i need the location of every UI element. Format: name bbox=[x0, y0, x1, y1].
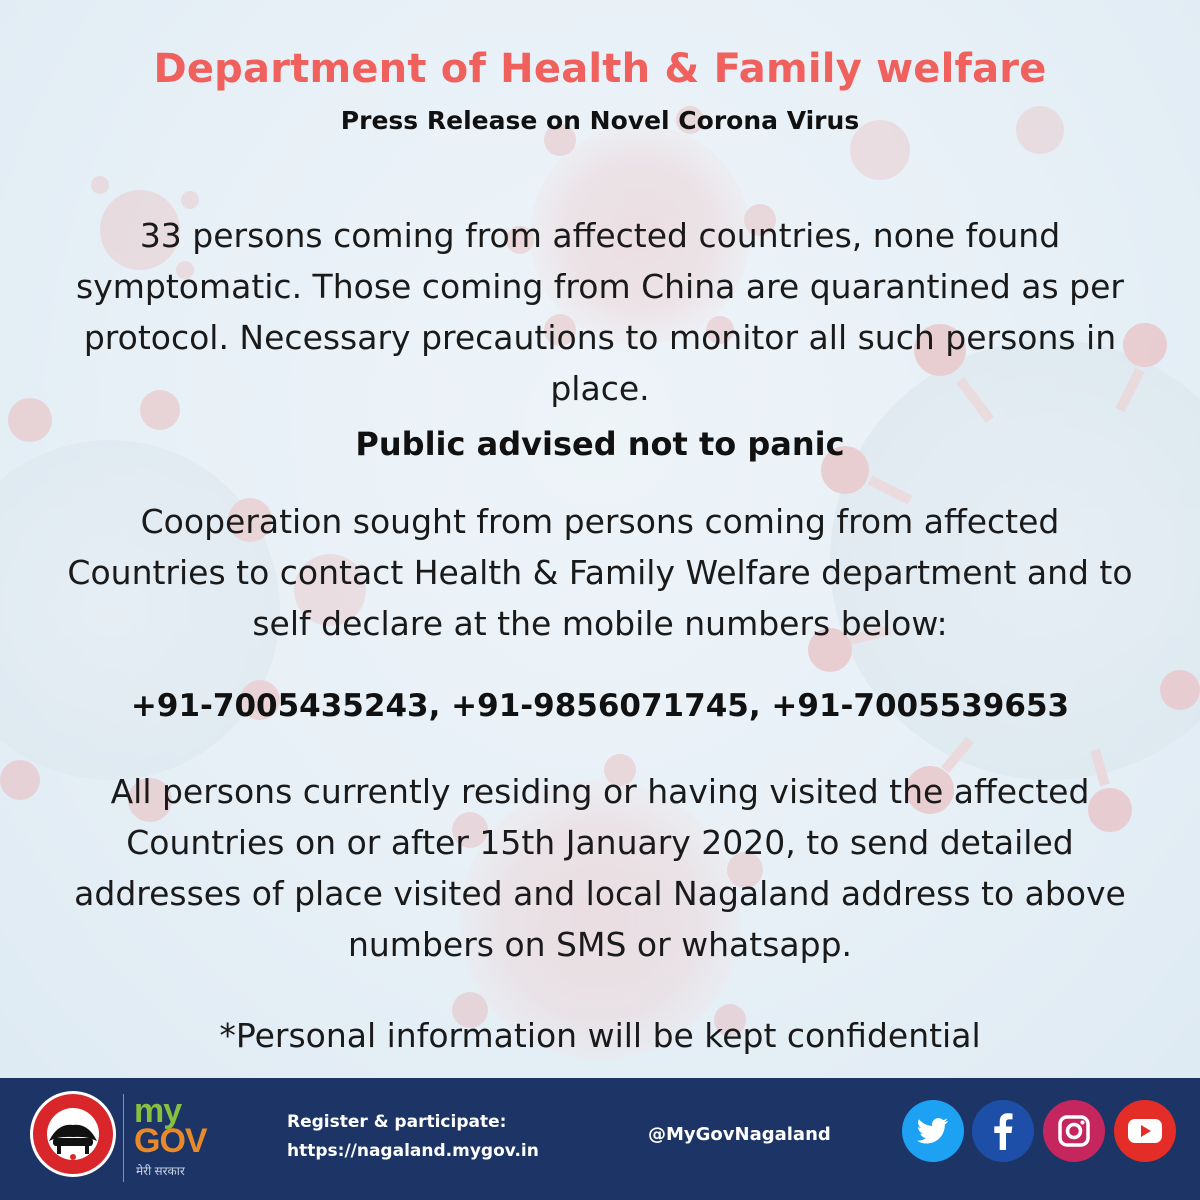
register-label: Register & participate: bbox=[287, 1112, 507, 1132]
phone-numbers: +91-7005435243, +91-9856071745, +91-7005539653 bbox=[130, 688, 1070, 724]
mygov-my-text: my bbox=[134, 1092, 182, 1130]
department-title: Department of Health & Family welfare bbox=[153, 46, 1047, 92]
paragraph-cooperation: Cooperation sought from persons coming from affected Countries to contact Health & Family Welfare department and to self declare at the mobile numbers below: bbox=[67, 502, 1133, 643]
mygov-hindi-tagline: मेरी सरकार bbox=[136, 1164, 185, 1178]
public-advisory-heading: Public advised not to panic bbox=[355, 425, 845, 463]
paragraph-affected-persons: 33 persons coming from affected countries, none found symptomatic. Those coming from China are quarantined as per protocol. Necessary precautions to monitor all such persons in place. bbox=[76, 216, 1124, 408]
confidentiality-note: *Personal information will be kept confidential bbox=[219, 1016, 981, 1055]
social-handle[interactable]: @MyGovNagaland bbox=[648, 1124, 831, 1145]
footer-divider bbox=[123, 1094, 124, 1182]
register-url-link[interactable]: https://nagaland.mygov.in bbox=[287, 1141, 539, 1161]
paragraph-instructions: All persons currently residing or having visited the affected Countries on or after 15th January 2020, to send detailed addresses of place visited and local Nagaland address to above numbers on SMS or whatsapp. bbox=[74, 772, 1126, 964]
instagram-icon[interactable] bbox=[1043, 1100, 1105, 1162]
nagaland-government-seal-icon bbox=[28, 1089, 118, 1179]
twitter-icon[interactable] bbox=[902, 1100, 964, 1162]
register-block bbox=[287, 1108, 539, 1166]
facebook-icon[interactable] bbox=[972, 1100, 1034, 1162]
mygov-logo[interactable] bbox=[134, 1092, 234, 1184]
footer-bar bbox=[0, 1078, 1200, 1200]
youtube-icon[interactable] bbox=[1114, 1100, 1176, 1162]
mygov-gov-text: GOV bbox=[134, 1122, 207, 1160]
press-release-subtitle: Press Release on Novel Corona Virus bbox=[340, 106, 860, 135]
